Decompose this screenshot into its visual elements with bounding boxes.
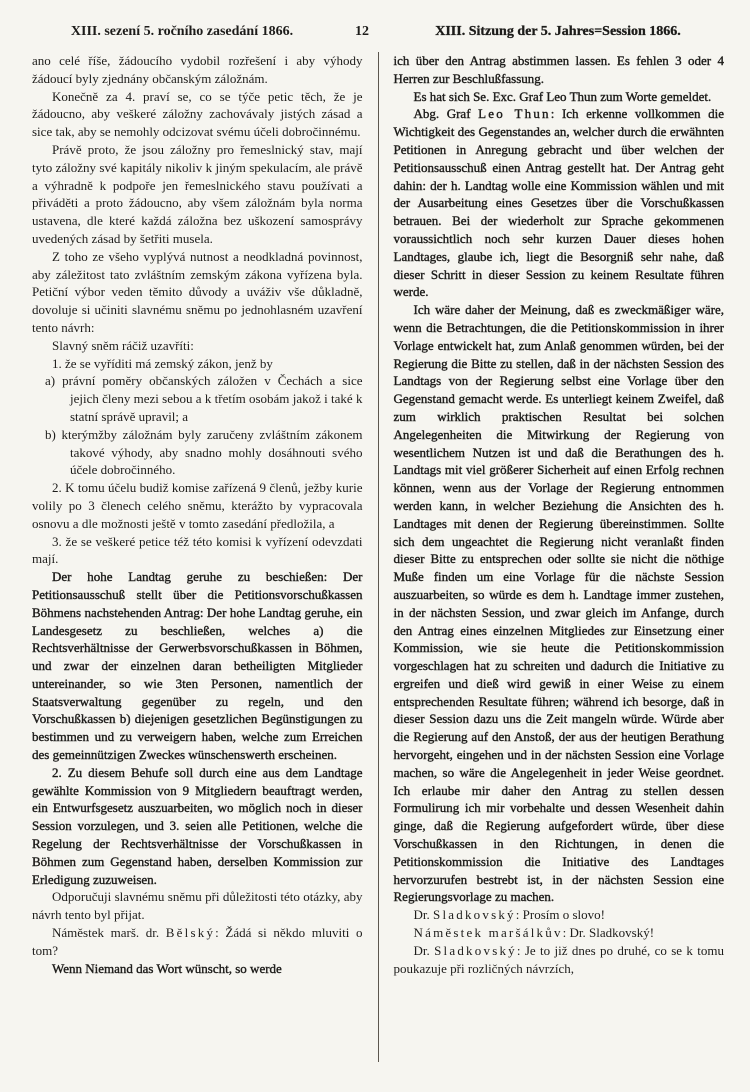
speech-text: : Dr. Sladkovský! xyxy=(562,925,655,941)
speech-lead: Dr. xyxy=(413,942,435,958)
paragraph-speaker xyxy=(394,906,725,924)
paragraph-german: 2. Zu diesem Behufe soll durch eine aus dem Landtage gewählte Kommission von 9 Mitgliedern beauftragt werden, ein Entwurfsgesetz auszuarbeiten, wo möglich noch in dieser Session vorzulegen, und 3. seien alle Petitionen, welche die Regelung der Rechtsverhältnisse der Vorschußkassen in Böhmen zum Gegenstand haben, derselben Kommission zur Erledigung zuzuweisen. xyxy=(32,764,363,887)
header-title-german: XIII. Sitzung der 5. Jahres=Session 1866. xyxy=(435,24,681,39)
paragraph: Právě proto, že jsou záložny pro řemeslnický stav, mají tyto záložny své kapitály nikoliv k jiným spekulacím, ale právě a výhradně k podpoře jen řemeslnického stavu používati a přiváděti a proto žádoucno, aby všem záložnám byla norma ustavena, dle které každá záložna bez uškození samosprávy uvedených zásad by šetřiti musela. xyxy=(32,141,363,246)
paragraph: 2. K tomu účelu budiž komise zařízená 9 členů, ježby kurie volily po 3 členech celého sněmu, kterážto by vypracovala osnovu a dle možnosti ještě v tomto zasedání předložila, a xyxy=(32,480,363,531)
speaker-name: Sladkovský xyxy=(434,942,517,958)
paragraph: Slavný sněm ráčiž uzavříti: xyxy=(52,337,194,353)
speech-lead: Náměstek marš. dr. xyxy=(52,925,166,941)
paragraph-speaker xyxy=(32,924,363,960)
paragraph-german: Der hohe Landtag geruhe zu beschießen: Der Petitionsausschuß stellt über die Petitionsvorschußkassen Böhmens nachstehenden Antrag: Der hohe Landtag geruhe, ein Landesgesetz zu beschließen, welches a) die Rechtsverhältnisse der Gerwerbsvorschußkassen in Böhmen, und zwar der einzelnen daran betheiligten Mitglieder untereinander, so wie 3ten Personen, namentlich der Staatsverwaltung gegenüber zu regeln, und den Vorschußkassen b) diejenigen gesetzlichen Begünstigungen zu bestimmen und zu verweigern haben, welche zum Erreichen des gemeinnützigen Zweckes wünschenswerth erscheinen. xyxy=(32,569,363,763)
speech-lead: Abg. Graf xyxy=(413,106,479,122)
text-columns xyxy=(32,52,724,1062)
page-header xyxy=(32,24,724,40)
speech-text: : Ich erkenne vollkommen die Wichtigkeit des Gegenstandes an, welcher durch die erwähnten Petitionen in Anregung gebracht und über welchen der Petitionsausschuß einen Antrag gestellt hat. Der Antrag geht dahin: der h. Landtag wolle eine Kommission wählen und mit der Ausarbeitung eines Gesetzes über die Vorschußkassen betrauen. Bei der wiederholt zur Sprache gekommenen voraussichtlich noch sehr kurzen Dauer dieses hohen Landtages, glaube ich, liegt die Besorgniß sehr nahe, daß dieser Schritt in dieser Session zu keinem Resultate führen werde. xyxy=(393,106,724,300)
paragraph: ano celé říše, žádoucího vydobil rozřešení i aby výhody žádoucí byly zjednány občanským záložnám. xyxy=(32,53,363,86)
speech-lead: Dr. xyxy=(413,907,433,923)
paragraph: Odporučuji slavnému sněmu při důležitosti této otázky, aby návrh tento byl přijat. xyxy=(32,889,363,923)
paragraph-german: Wenn Niemand das Wort wünscht, so werde xyxy=(52,960,282,976)
speaker-name: Náměstek maršálkův xyxy=(413,925,563,941)
list-item-b: b) kterýmžby záložnám byly zaručeny zvláštním zákonem takové výhody, aby snadno mohly dosáhnouti svého účele dobročinného. xyxy=(45,426,363,478)
header-title-czech: XIII. sezení 5. ročního zasedání 1866. xyxy=(70,24,294,39)
paragraph-speaker xyxy=(394,942,725,978)
paragraph: 1. že se vyříditi má zemský zákon, jenž by xyxy=(52,355,273,371)
column-left xyxy=(32,52,378,1062)
paragraph-speaker xyxy=(394,105,725,301)
paragraph-german: Ich wäre daher der Meinung, daß es zweckmäßiger wäre, wenn die Betrachtungen, die die Petitionskommission in ihrer Vorlage entwickelt hat, zum Anlaß genommen würden, bei der Regierung die Bitte zu stellen, daß in der nächsten Session des Landtags von der Regierung selbst eine Vorlage über den Gegenstand gemacht werde. Es unterliegt keinem Zweifel, daß zum wirklich praktischen Resultat bei solchen Angelegenheiten die Mitwirkung der Regierung von wesentlichem Nutzen ist und daß die Berathungen des h. Landtags mit viel größerer Sicherheit auf einen Erfolg rechnen können, wenn aus der Vorlage der Regierung entnommen werden kann, in welcher Beziehung die Ansichten des h. Landtages mit denen der Regierung übereinstimmen. Sollte sich dem ungeachtet die Regierung nicht veranlaßt finden dieser Bitte zu entsprechen oder sollte sie nicht die nöthige Muße finden um eine Vorlage für die nächste Session auszuarbeiten, so würde es dem h. Landtage immer zustehen, in der nächsten Session, und zwar gleich im Anfange, durch den Antrag eines einzelnen Mitgliedes zur Einsetzung einer Kommission, wie sie heute die Petitionskommission vorgeschlagen hat zu schreiten und dadurch die Initiative zu ergreifen und dieß wird gewiß in einer Weise zu einem entsprechenden Resultate führen; während ich besorge, daß in dieser Session dazu uns die Zeit mangeln würde. Würde aber die Regierung auf den Anstoß, der aus der heutigen Berathung hervorgeht, eingehen und in der nächsten Session eine Vorlage machen, so wäre die Angelegenheit in jeder Weise geordnet. Ich erlaube mir daher den Antrag zu stellen dessen Formulirung ich mir vorbehalte und dessen Wesenheit dahin ginge, daß die Regierung aufgefordert würde, über diese Vorschußkassen in den Richtungen, in denen die Petitionskommission die Initiative des Landtages hervorzurufen bestrebt ist, in der nächsten Session eine Regierungsvorlage zu machen. xyxy=(393,302,724,905)
paragraph: 3. že se veškeré petice též této komisi k vyřízení odevzdati mají. xyxy=(32,533,363,567)
paragraph-speaker xyxy=(394,924,725,942)
page-number: 12 xyxy=(355,24,369,39)
speech-text: : Je to již dnes po druhé, co se k tomu poukazuje při rozličných návrzích, xyxy=(393,942,724,976)
paragraph-german: Es hat sich Se. Exc. Graf Leo Thun zum Worte gemeldet. xyxy=(413,88,712,104)
speaker-name: Sladkovský xyxy=(433,907,516,923)
column-right xyxy=(379,52,725,1062)
paragraph: Konečně za 4. praví se, co se týče petic těch, že je žádoucno, aby veškeré záložny zachovávaly jistých zásad a sice tak, aby se nemohly odcizovat svému účeli dobročinnému. xyxy=(32,88,363,140)
paragraph-german: ich über den Antrag abstimmen lassen. Es fehlen 3 oder 4 Herren zur Beschlußfassung. xyxy=(393,53,724,86)
speech-text: : Žádá si někdo mluviti o tom? xyxy=(32,925,363,958)
list-item-a: a) právní poměry občanských záložen v Čechách a sice jejich členy mezi sebou a k třetím osobám jakož i také k statní správě upravil; a xyxy=(45,373,363,424)
speaker-name: Bělský xyxy=(165,925,216,941)
paragraph: Z toho ze všeho vyplývá nutnost a neodkladná povinnost, aby záležitost tato zvláštním zemským zákona vyřízena byla. Petiční výbor veden těmito důvody a uváživ vše důkladně, dovoluje si učiniti slavnému sněmu po jednohlasném uzavření tento návrh: xyxy=(32,248,363,335)
speaker-name: Leo Thun xyxy=(478,106,551,122)
speech-text: : Prosím o slovo! xyxy=(515,907,605,923)
